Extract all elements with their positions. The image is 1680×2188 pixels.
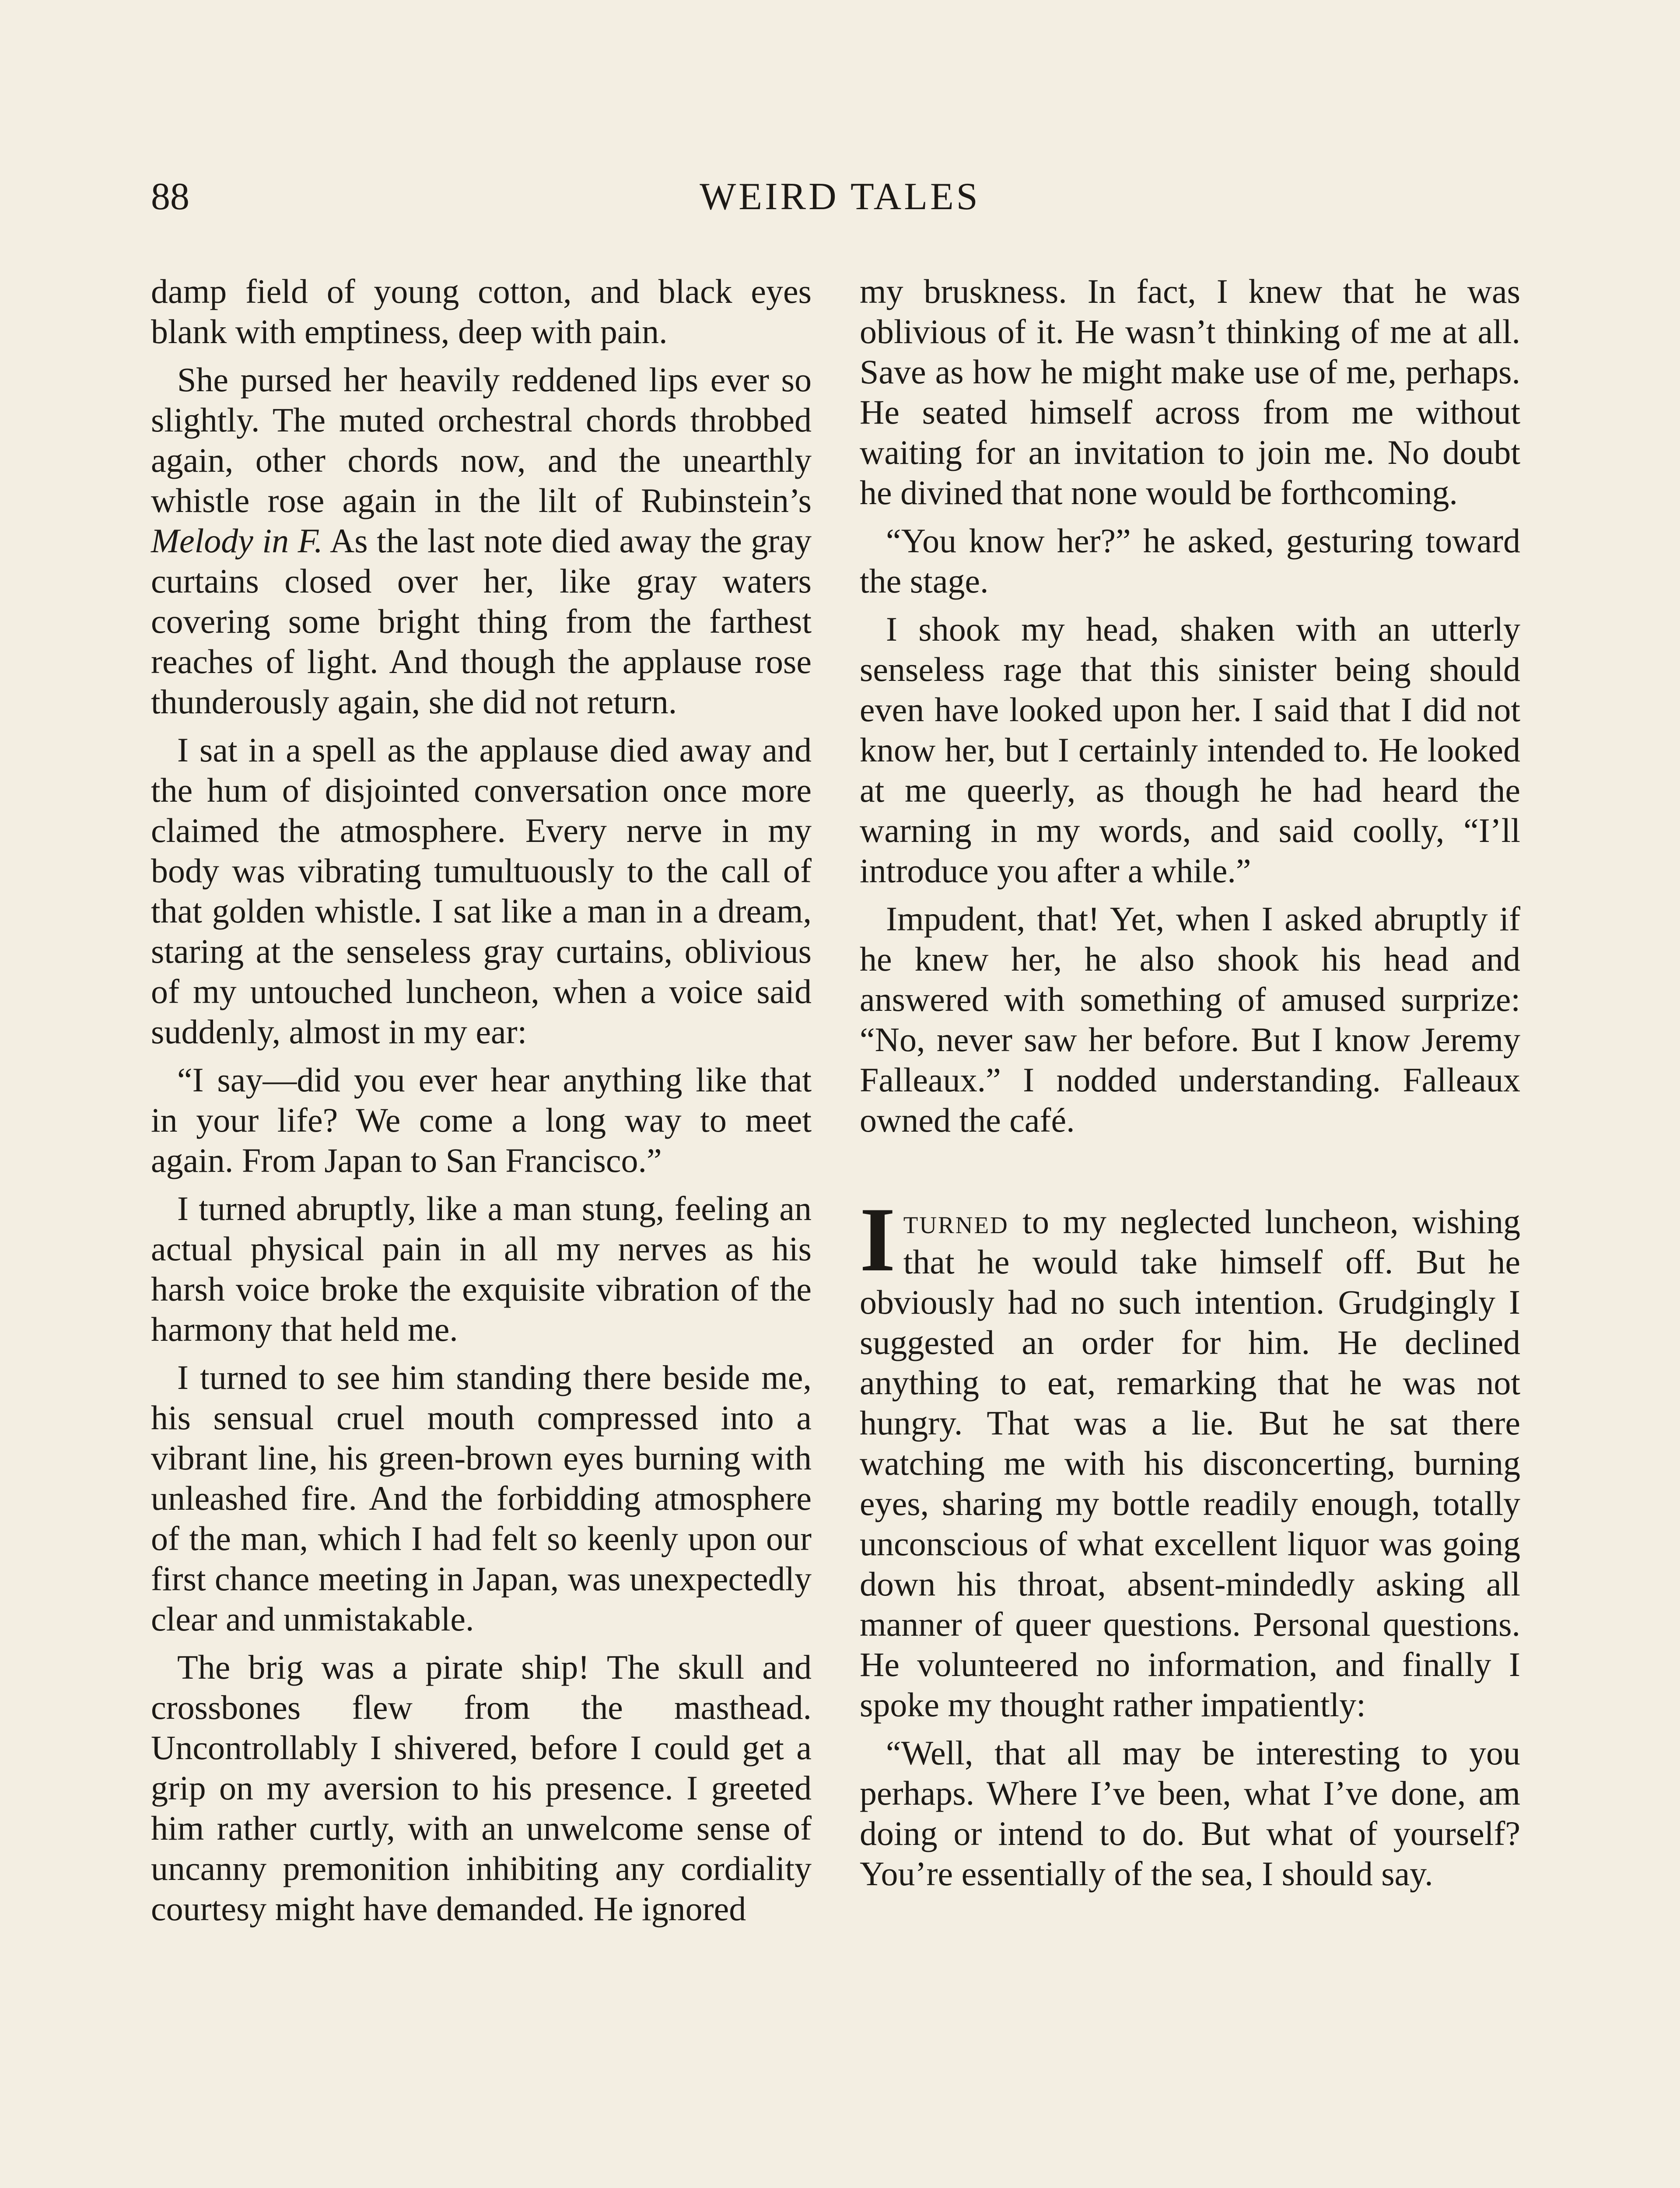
- page-number: 88: [151, 175, 189, 218]
- drop-cap: I: [860, 1189, 896, 1290]
- paragraph: damp field of young cotton, and black eyes blank with emptiness, deep with pain.: [151, 272, 812, 351]
- right-column: [860, 271, 1520, 1902]
- paragraph: [151, 360, 812, 722]
- left-column: [151, 271, 812, 1937]
- text-run: to my neglected luncheon, wishing that he would take himself off. But he obviously had no such intention. Grudgingly I suggested an order for him. He declined anything to eat, remarking that he was not hungry. That was a lie. But he sat there watching me with his disconcerting, burning eyes, sharing my bottle readily enough, totally unconscious of what excellent liquor was going down his throat, absent-mindedly asking all manner of queer questions. Personal questions. He volunteered no information, and finally I spoke my thought rather impatiently:: [860, 1203, 1520, 1724]
- paragraph: I turned abruptly, like a man stung, feeling an actual physical pain in all my nerves as his harsh voice broke the exquisite vibration of the harmony that held me.: [151, 1189, 812, 1348]
- paragraph: Impudent, that! Yet, when I asked abruptly if he knew her, he also shook his head and answered with something of amused surprize: “No, never saw her before. But I know Jeremy Falleaux.” I nodded understanding. Falleaux owned the café.: [860, 900, 1520, 1139]
- paragraph: The brig was a pirate ship! The skull and crossbones flew from the masthead. Uncontrollably I shivered, before I could get a grip on my aversion to his presence. I greeted him rather curtly, with an unwelcome sense of uncanny premonition inhibiting any cordiality courtesy might have demanded. He ignored: [151, 1648, 812, 1928]
- paragraph: I shook my head, shaken with an utterly senseless rage that this sinister being should even have looked upon her. I said that I did not know her, but I certainly intended to. He looked at me queerly, as though he had heard the warning in my words, and said coolly, “I’ll introduce you after a while.”: [860, 610, 1520, 890]
- paragraph: “I say—did you ever hear anything like that in your life? We come a long way to meet again. From Japan to San Francisco.”: [151, 1061, 812, 1179]
- page-header: [151, 171, 1529, 223]
- small-caps-lead: turned: [903, 1203, 1009, 1241]
- paragraph: I turned to see him standing there beside me, his sensual cruel mouth compressed into a vibrant line, his green-brown eyes burning with unleashed fire. And the forbidding atmosphere of the man, which I had felt so keenly upon our first chance meeting in Japan, was unexpectedly clear and unmistakable.: [151, 1358, 812, 1638]
- paragraph: I sat in a spell as the applause died away and the hum of disjointed conversation once more claimed the atmosphere. Every nerve in my body was vibrating tumultuously to the call of that golden whistle. I sat like a man in a dream, staring at the senseless gray curtains, oblivious of my untouched luncheon, when a voice said suddenly, almost in my ear:: [151, 731, 812, 1051]
- paragraph: “You know her?” he asked, gesturing toward the stage.: [860, 522, 1520, 600]
- text-run: She pursed her heavily reddened lips ever so slightly. The muted orchestral chords throbbed again, other chords now, and the unearthly whistle rose again in the lilt of Rubinstein’s: [151, 361, 812, 519]
- paragraph: “Well, that all may be interesting to you perhaps. Where I’ve been, what I’ve done, am doing or intend to do. But what of yourself? You’re essentially of the sea, I should say.: [860, 1734, 1520, 1893]
- paragraph: my bruskness. In fact, I knew that he was oblivious of it. He wasn’t thinking of me at all. Save as how he might make use of me, perhaps. He seated himself across from me without waiting for an invitation to join me. No doubt he divined that none would be forthcoming.: [860, 272, 1520, 512]
- running-head: WEIRD TALES: [700, 175, 980, 218]
- song-title: Melody in F.: [151, 522, 323, 560]
- text-run: As the last note died away the gray curtains closed over her, like gray waters covering some bright thing from the farthest reaches of light. And though the applause rose thunderously again, she did not return.: [151, 522, 812, 721]
- section-paragraph: [860, 1189, 1520, 1725]
